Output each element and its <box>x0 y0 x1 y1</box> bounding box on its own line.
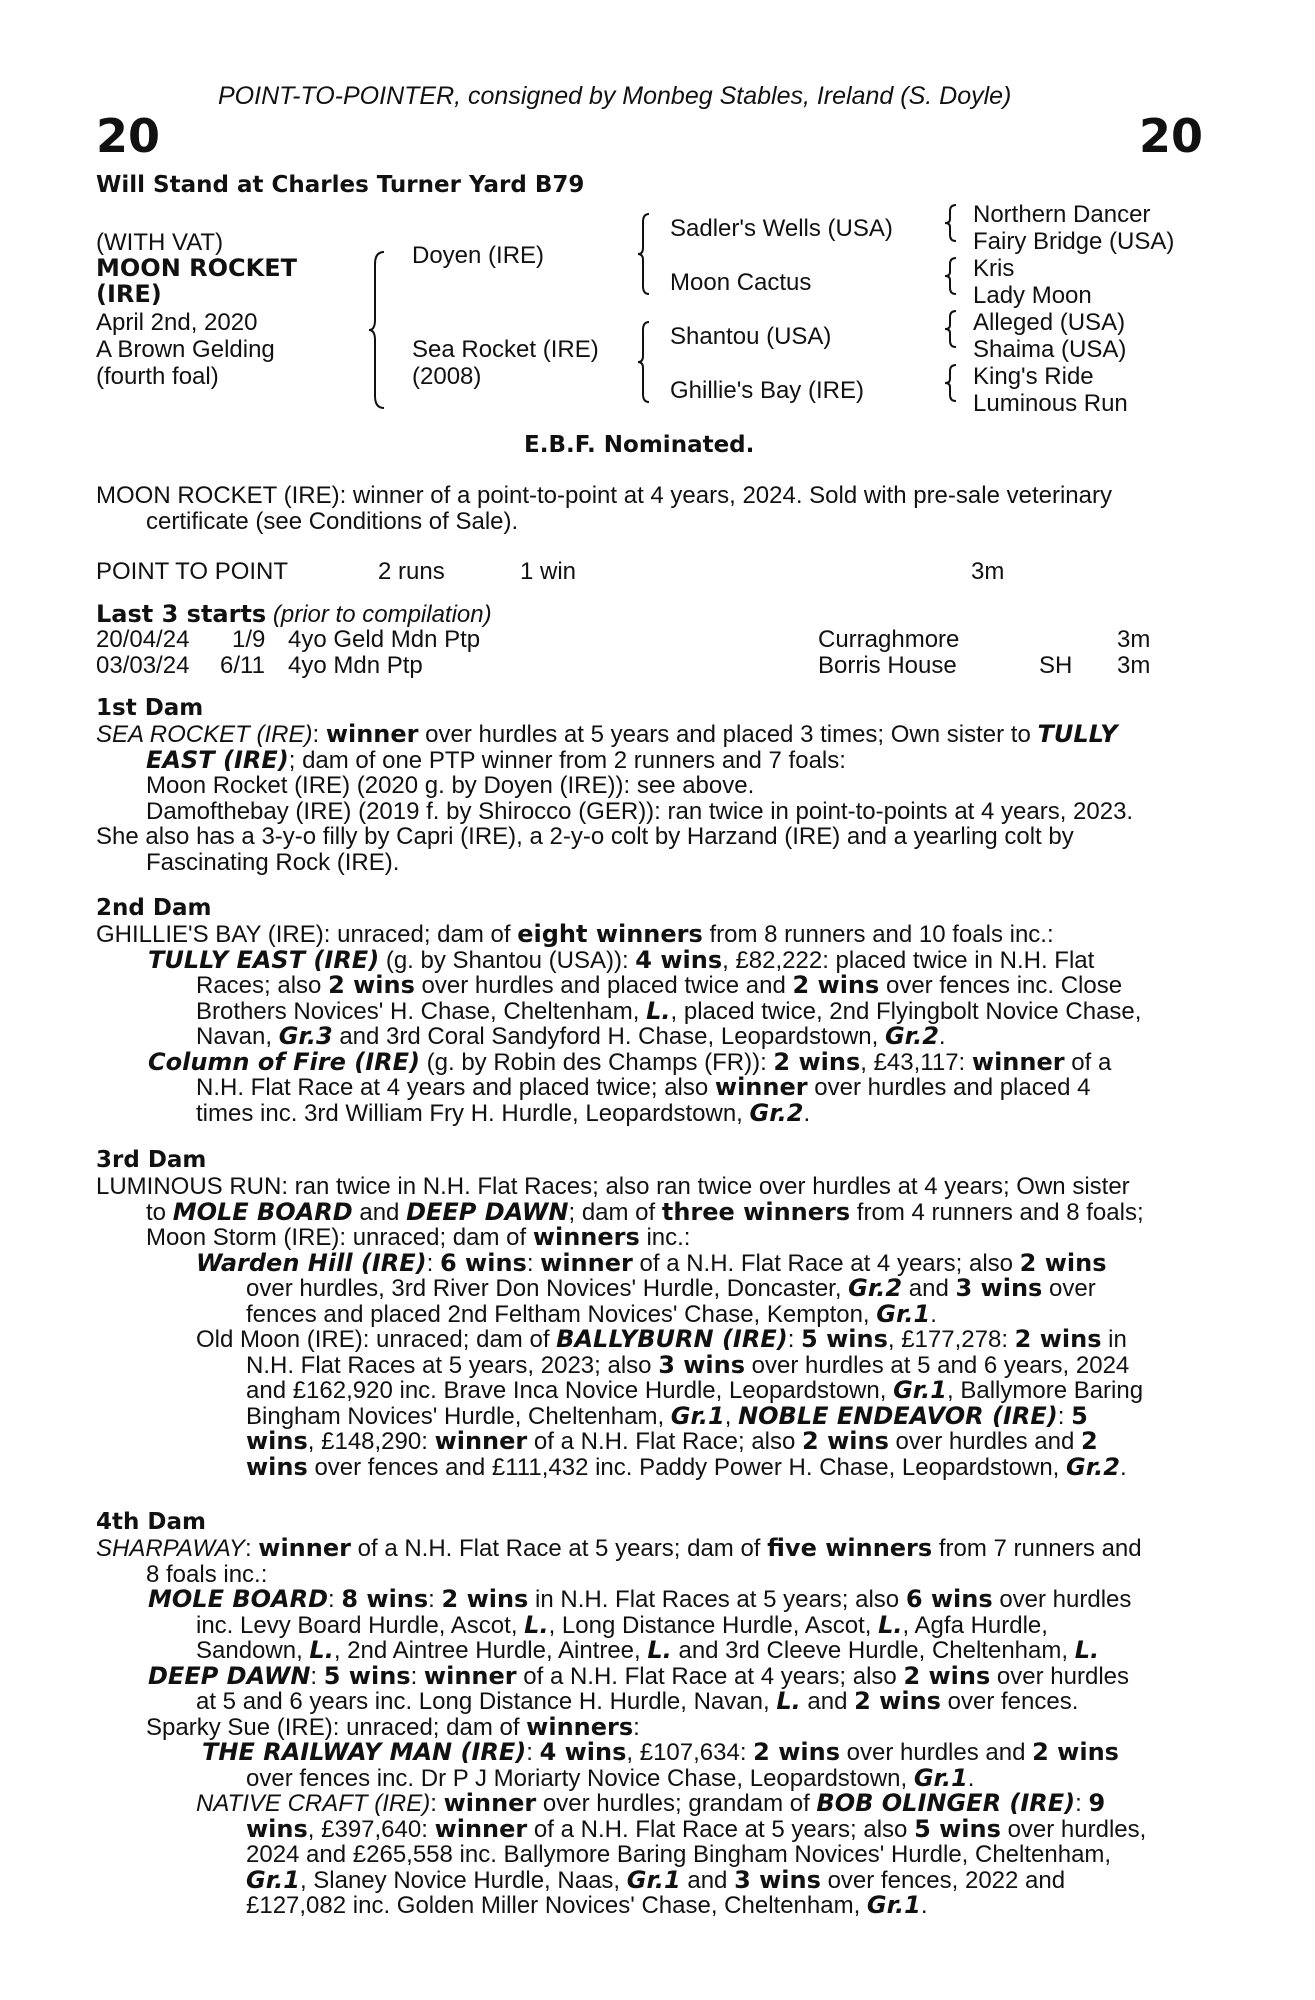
race-grade: Gr.2 <box>848 1274 903 1302</box>
text: : <box>244 1535 259 1562</box>
text: Moon Storm (IRE): unraced; dam of <box>146 1224 533 1251</box>
text: inc. Levy Board Hurdle, Ascot, <box>196 1611 525 1639</box>
text: : <box>310 1662 324 1690</box>
text: : <box>1057 1402 1072 1430</box>
text: winner <box>540 1248 633 1277</box>
text: winner <box>258 1534 351 1562</box>
text: 5 wins <box>914 1814 1001 1843</box>
race-grade: L. <box>878 1610 903 1639</box>
text: winner <box>714 1073 808 1101</box>
text: 6 wins <box>905 1585 993 1613</box>
dam-year: (2008) <box>412 363 482 390</box>
start-race: 4yo Geld Mdn Ptp <box>288 626 481 653</box>
dam-dam: Ghillie's Bay (IRE) <box>670 377 864 404</box>
text: , Agfa Hurdle, <box>902 1611 1048 1639</box>
text: over hurdles at 5 years and placed 3 times; Own sister to <box>418 721 1038 748</box>
start-course: Curraghmore <box>818 626 960 653</box>
race-grade: L. <box>524 1610 549 1639</box>
start-position: 1/9 <box>232 626 266 653</box>
second-dam-section <box>96 922 1202 1126</box>
text: of a N.H. Flat Race at 4 years; also <box>632 1249 1020 1277</box>
text: wins <box>246 1814 308 1843</box>
text: winner <box>434 1814 528 1843</box>
text: : <box>1075 1790 1089 1817</box>
race-grade: Gr.1 <box>866 1891 921 1919</box>
text: , £397,640: <box>307 1815 435 1843</box>
start-date: 03/03/24 <box>96 652 190 679</box>
text: wins <box>246 1452 308 1481</box>
black-type-name: BOB OLINGER (IRE) <box>816 1789 1076 1817</box>
text: Sandown, <box>196 1637 310 1664</box>
text: , Slaney Novice Hurdle, Naas, <box>299 1866 627 1894</box>
text: of a <box>1064 1048 1112 1076</box>
text: over fences, 2022 and <box>820 1866 1066 1894</box>
text: , placed twice, 2nd Flyingbolt Novice Chase, <box>670 997 1142 1025</box>
text: and <box>800 1688 855 1715</box>
race-grade: L. <box>1074 1636 1100 1664</box>
horse-name: MOON ROCKET <box>96 254 297 282</box>
horse-description: A Brown Gelding <box>96 336 275 363</box>
text: . <box>930 1300 937 1328</box>
ancestor-2: Fairy Bridge (USA) <box>973 228 1175 255</box>
start-distance: 3m <box>1117 652 1151 679</box>
text: over hurdles at 5 and 6 years, 2024 <box>745 1351 1130 1379</box>
lot-number-right: 20 <box>1138 109 1203 163</box>
ancestor-7: King's Ride <box>973 363 1094 390</box>
black-type-name: Warden Hill (IRE) <box>196 1248 427 1277</box>
text: Races; also <box>196 972 329 999</box>
pedigree-brace-g3 <box>944 309 958 349</box>
text: 6 wins <box>439 1248 527 1277</box>
text: Old Moon (IRE): unraced; dam of <box>196 1326 557 1353</box>
text: N.H. Flat Races at 5 years, 2023; also <box>246 1351 659 1379</box>
text: , 2nd Aintree Hurdle, Aintree, <box>333 1637 648 1664</box>
summary-line-2: certificate (see Conditions of Sale). <box>146 508 519 535</box>
text: 2 wins <box>854 1687 941 1715</box>
text: , £107,634: <box>626 1739 754 1766</box>
text: at 5 and 6 years inc. Long Distance H. Hurdle, Navan, <box>196 1688 777 1715</box>
text: , £82,222: placed twice in N.H. Flat <box>722 946 1095 974</box>
text: GHILLIE'S BAY (IRE): unraced; dam of <box>96 921 518 948</box>
text: Bingham Novices' Hurdle, Cheltenham, <box>246 1402 671 1430</box>
last-starts-title: Last 3 starts <box>96 600 267 628</box>
text: and 3rd Cleeve Hurdle, Cheltenham, <box>671 1637 1075 1664</box>
summary-line-1: MOON ROCKET (IRE): winner of a point-to-point at 4 years, 2024. Sold with pre-sale veterinary <box>96 482 1112 509</box>
text: over fences inc. Dr P J Moriarty Novice Chase, Leopardstown, <box>246 1764 914 1792</box>
race-grade: L. <box>647 1636 672 1664</box>
ancestor-8: Luminous Run <box>973 390 1128 417</box>
race-grade: Gr.3 <box>278 1022 333 1050</box>
horse-name-country: (IRE) <box>96 280 162 308</box>
text: over hurdles and <box>840 1739 1033 1766</box>
start-race: 4yo Mdn Ptp <box>288 652 423 679</box>
text: 2 wins <box>802 1427 889 1455</box>
black-type-name: BALLYBURN (IRE) <box>556 1325 788 1353</box>
text: of a N.H. Flat Race at 5 years; also <box>527 1815 915 1843</box>
sire-dam: Moon Cactus <box>670 269 812 296</box>
text: 2 wins <box>753 1738 840 1766</box>
text: Brothers Novices' H. Chase, Cheltenham, <box>196 997 647 1025</box>
race-grade: L. <box>776 1687 801 1715</box>
text: . <box>1119 1453 1127 1481</box>
text: over fences inc. Close <box>879 972 1123 999</box>
text: over hurdles, <box>1000 1815 1147 1843</box>
text: 2024 and £265,558 inc. Ballymore Baring Bingham Novices' Hurdle, Cheltenham, <box>246 1841 1112 1868</box>
black-type-name: NOBLE ENDEAVOR (IRE) <box>738 1401 1058 1430</box>
text: winner <box>325 720 419 748</box>
text: , £43,117: <box>860 1048 972 1076</box>
text: to <box>146 1198 173 1226</box>
stand-location: Will Stand at Charles Turner Yard B79 <box>96 172 585 198</box>
text: and <box>352 1198 407 1226</box>
race-grade: Gr.1 <box>893 1376 947 1404</box>
text: and 3rd Coral Sandyford H. Chase, Leopardstown, <box>332 1023 885 1050</box>
last-starts-note: (prior to compilation) <box>272 601 492 628</box>
text: from 4 runners and 8 foals; <box>850 1198 1144 1226</box>
text: over fences. <box>940 1688 1079 1715</box>
ancestor-1: Northern Dancer <box>973 201 1151 228</box>
ebf-nominated: E.B.F. Nominated. <box>524 432 755 458</box>
start-position: 6/11 <box>220 652 265 679</box>
race-grade: Gr.1 <box>670 1401 725 1430</box>
produce-line: Moon Rocket (IRE) (2020 g. by Doyen (IRE)): see above. <box>146 772 755 799</box>
foaling-date: April 2nd, 2020 <box>96 309 258 336</box>
start-date: 20/04/24 <box>96 626 190 653</box>
black-type-name: DEEP DAWN <box>148 1661 311 1690</box>
text: : <box>426 1249 440 1277</box>
text: winner <box>434 1427 528 1455</box>
race-grade: Gr.1 <box>246 1865 300 1894</box>
start-course: Borris House <box>818 652 957 679</box>
text: , Long Distance Hurdle, Ascot, <box>548 1611 879 1639</box>
ancestor-4: Lady Moon <box>973 282 1092 309</box>
text: eight winners <box>517 920 703 948</box>
text: 2 wins <box>1032 1738 1119 1766</box>
text: over hurdles <box>990 1662 1130 1690</box>
text: and £162,920 inc. Brave Inca Novice Hurdle, Leopardstown, <box>246 1377 894 1404</box>
dam-sire: Shantou (USA) <box>670 323 832 350</box>
black-type-name: TULLY EAST (IRE) <box>148 945 380 974</box>
text: winners <box>526 1712 634 1741</box>
text: 2 wins <box>903 1661 991 1690</box>
text: of a N.H. Flat Race at 4 years; also <box>516 1662 904 1690</box>
ancestor-5: Alleged (USA) <box>973 309 1126 336</box>
text: winner <box>971 1047 1065 1076</box>
pedigree-brace-dam <box>637 320 651 404</box>
text: over hurdles <box>992 1586 1132 1613</box>
text: : <box>787 1326 802 1353</box>
text: over hurdles and <box>888 1428 1081 1455</box>
text: inc.: <box>639 1224 691 1251</box>
text: : <box>428 1586 442 1613</box>
text: 3 wins <box>734 1865 821 1894</box>
text: . <box>967 1764 975 1792</box>
pedigree-brace-g4 <box>944 363 958 403</box>
text: over hurdles, 3rd River Don Novices' Hurdle, Doncaster, <box>246 1275 849 1302</box>
text: 2 <box>1080 1427 1098 1455</box>
text: from 7 runners and <box>932 1535 1142 1562</box>
text: . <box>920 1892 928 1919</box>
dam: Sea Rocket (IRE) <box>412 336 599 363</box>
consignment-line: POINT-TO-POINTER, consigned by Monbeg Stables, Ireland (S. Doyle) <box>218 82 1012 110</box>
produce-note: She also has a 3-y-o filly by Capri (IRE), a 2-y-o colt by Harzand (IRE) and a yearling colt by <box>96 823 1074 850</box>
text: : <box>328 1586 342 1613</box>
text: N.H. Flat Race at 4 years and placed twice; also <box>196 1074 715 1101</box>
text: winners <box>532 1223 640 1251</box>
black-type-name: EAST (IRE) <box>146 745 289 774</box>
lot-number-left: 20 <box>96 109 161 163</box>
text: fences and placed 2nd Feltham Novices' Chase, Kempton, <box>246 1300 877 1328</box>
text: : <box>526 1739 540 1766</box>
dam-name: SEA ROCKET (IRE) <box>96 721 313 748</box>
text: 2 wins <box>792 971 880 999</box>
text: : <box>430 1790 444 1817</box>
vat-note: (WITH VAT) <box>96 229 224 256</box>
text: of a N.H. Flat Race; also <box>527 1428 803 1455</box>
text: 9 <box>1088 1789 1106 1817</box>
text: (g. by Shantou (USA)): <box>379 946 636 974</box>
text: LUMINOUS RUN: ran twice in N.H. Flat Races; also ran twice over hurdles at 4 years; Own sister <box>96 1173 1130 1200</box>
black-type-name: Column of Fire (IRE) <box>148 1047 420 1076</box>
text: winner <box>423 1661 517 1690</box>
record-label: POINT TO POINT <box>96 558 289 585</box>
last-starts-heading <box>96 602 492 628</box>
produce-note: Fascinating Rock (IRE). <box>146 848 400 876</box>
sire: Doyen (IRE) <box>412 242 545 269</box>
text: : <box>526 1249 541 1277</box>
race-grade: Gr.2 <box>749 1098 804 1127</box>
text: . <box>938 1023 946 1050</box>
pedigree-brace-g2 <box>944 256 958 296</box>
text: and <box>680 1866 735 1894</box>
text: over hurdles and placed 4 <box>807 1074 1091 1101</box>
third-dam-section <box>96 1174 1202 1480</box>
text: , £177,278: <box>887 1326 1015 1353</box>
dam-name: NATIVE CRAFT (IRE) <box>196 1790 431 1817</box>
text: 2 wins <box>1019 1248 1107 1277</box>
text: in N.H. Flat Races at 5 years; also <box>528 1586 906 1613</box>
text: 4 wins <box>635 945 723 974</box>
second-dam-heading: 2nd Dam <box>96 895 212 921</box>
text: 8 foals inc.: <box>146 1560 268 1588</box>
text: ; dam of <box>568 1198 662 1226</box>
text: over hurdles; grandam of <box>536 1790 817 1817</box>
black-type-name: THE RAILWAY MAN (IRE) <box>202 1738 527 1766</box>
first-dam-section <box>96 722 1202 875</box>
text: over fences and £111,432 inc. Paddy Power H. Chase, Leopardstown, <box>307 1453 1067 1481</box>
text: 3 wins <box>658 1350 746 1379</box>
pedigree-brace-g1 <box>944 203 958 243</box>
text: Navan, <box>196 1023 279 1050</box>
text: over hurdles and placed twice and <box>414 972 793 999</box>
text: 4 wins <box>539 1738 627 1766</box>
race-grade: Gr.2 <box>1066 1452 1120 1481</box>
text: winner <box>443 1789 537 1817</box>
text: 3 wins <box>955 1274 1043 1302</box>
text: 5 wins <box>323 1661 411 1690</box>
race-grade: Gr.2 <box>884 1022 939 1050</box>
ancestor-6: Shaima (USA) <box>973 336 1127 363</box>
sire-sire: Sadler's Wells (USA) <box>670 215 893 242</box>
fourth-dam-section <box>96 1536 1202 1919</box>
text: over <box>1042 1275 1096 1302</box>
start-distance: 3m <box>1117 626 1151 653</box>
record-distance: 3m <box>971 558 1005 585</box>
black-type-name: DEEP DAWN <box>406 1197 569 1226</box>
race-grade: L. <box>309 1636 334 1664</box>
produce-line: Damofthebay (IRE) (2019 f. by Shirocco (GER)): ran twice in point-to-points at 4 years, 2023. <box>146 797 1134 825</box>
text: five winners <box>767 1534 933 1562</box>
text: , Ballymore Baring <box>947 1377 1144 1404</box>
third-dam-heading: 3rd Dam <box>96 1147 207 1173</box>
pedigree-brace-sire <box>637 212 651 296</box>
text: 2 wins <box>328 971 415 999</box>
text: : <box>312 721 326 748</box>
text: : <box>410 1662 424 1690</box>
fourth-dam-heading: 4th Dam <box>96 1509 206 1535</box>
text: of a N.H. Flat Race at 5 years; dam of <box>350 1535 768 1562</box>
text: wins <box>246 1427 308 1455</box>
race-grade: Gr.1 <box>876 1299 931 1328</box>
text: 5 <box>1071 1401 1088 1430</box>
text: 2 wins <box>1014 1325 1102 1353</box>
race-grade: L. <box>646 996 671 1025</box>
record-runs: 2 runs <box>378 558 445 585</box>
text: ; dam of one PTP winner from 2 runners and 7 foals: <box>288 746 846 774</box>
text: 8 wins <box>341 1585 429 1613</box>
text: , £148,290: <box>307 1428 435 1455</box>
start-going: SH <box>1039 652 1073 679</box>
race-grade: Gr.1 <box>626 1865 681 1894</box>
text: £127,082 inc. Golden Miller Novices' Chase, Cheltenham, <box>246 1892 867 1919</box>
black-type-name: MOLE BOARD <box>172 1197 353 1226</box>
pedigree-brace-main <box>368 250 386 410</box>
race-grade: Gr.1 <box>913 1763 968 1792</box>
text: Sparky Sue (IRE): unraced; dam of <box>146 1713 527 1741</box>
text: 2 wins <box>773 1047 861 1076</box>
foal-note: (fourth foal) <box>96 363 219 390</box>
text: 5 wins <box>801 1325 888 1353</box>
black-type-name: TULLY <box>1037 720 1118 748</box>
text: . <box>803 1099 811 1127</box>
text: 2 wins <box>441 1585 529 1613</box>
text: , <box>724 1402 739 1430</box>
ancestor-3: Kris <box>973 255 1015 282</box>
text: times inc. 3rd William Fry H. Hurdle, Leopardstown, <box>196 1099 750 1127</box>
text: in <box>1101 1326 1127 1353</box>
record-wins: 1 win <box>520 558 577 585</box>
text: three winners <box>661 1197 851 1226</box>
first-dam-heading: 1st Dam <box>96 695 204 721</box>
dam-name: SHARPAWAY <box>96 1535 245 1562</box>
text: (g. by Robin des Champs (FR)): <box>419 1048 774 1076</box>
text: and <box>902 1275 956 1302</box>
black-type-name: MOLE BOARD <box>148 1585 328 1613</box>
text: from 8 runners and 10 foals inc.: <box>702 921 1054 948</box>
text: : <box>633 1713 640 1741</box>
